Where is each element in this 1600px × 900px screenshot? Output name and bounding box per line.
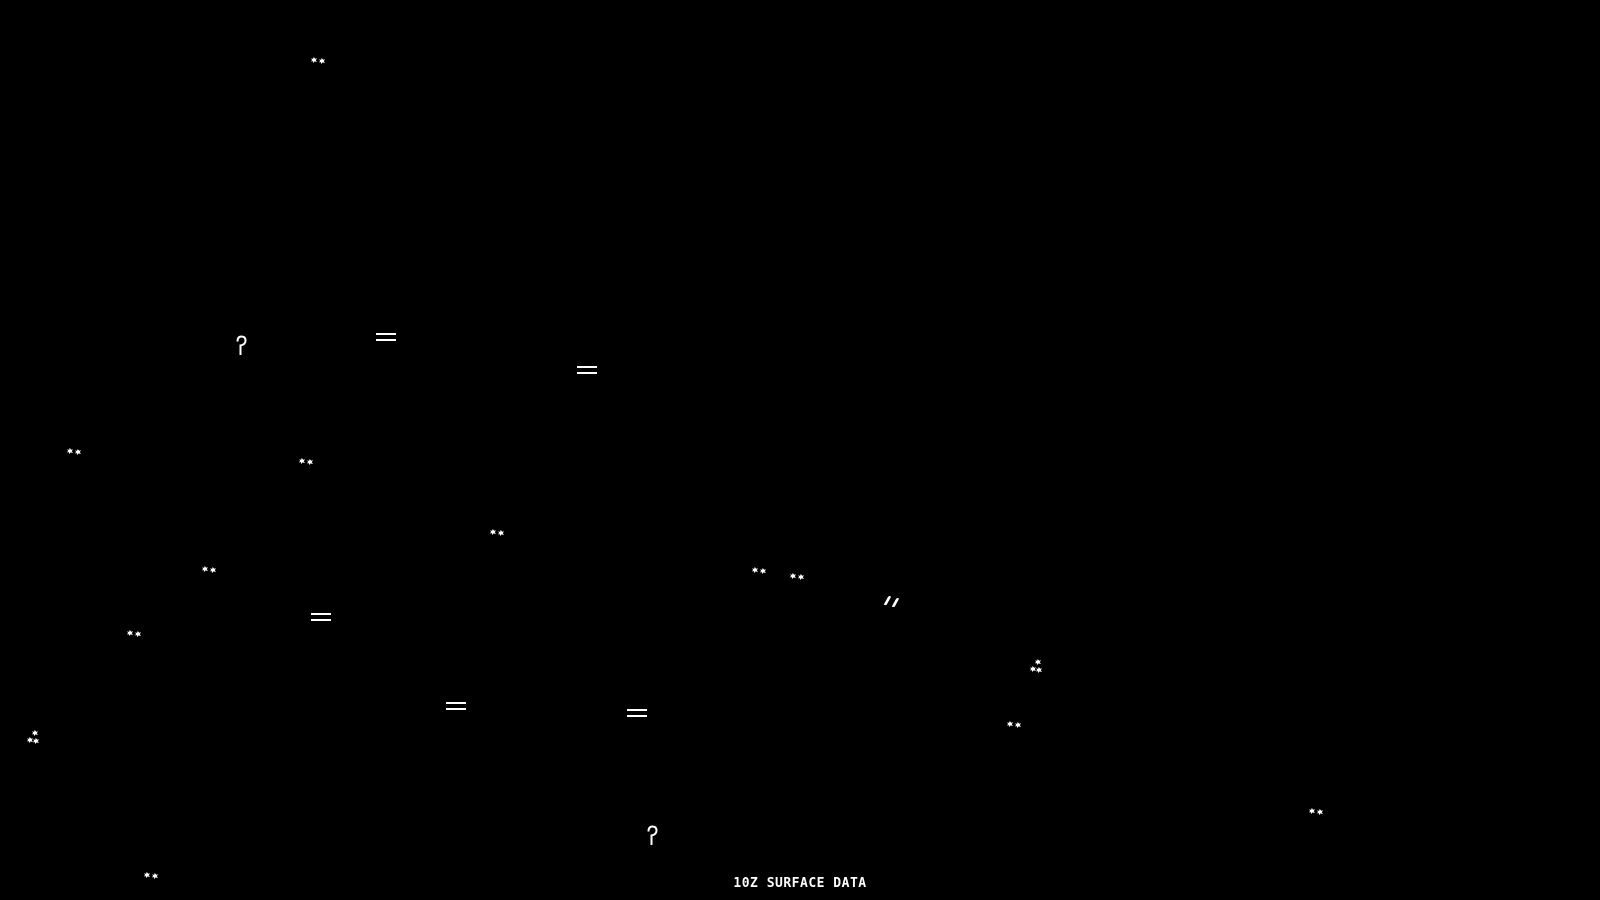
- mist-symbol: [627, 709, 647, 717]
- light-snow-symbol: [202, 566, 216, 574]
- asterisk-dot-icon: [152, 873, 158, 879]
- mist-lines-icon: [311, 613, 331, 621]
- asterisk-dot-icon: [1007, 721, 1013, 727]
- asterisk-dot-icon: [75, 449, 81, 455]
- asterisk-dot-icon: [27, 737, 33, 743]
- asterisk-dot-icon: [202, 566, 208, 572]
- light-snow-symbol: [299, 458, 313, 466]
- asterisk-dot-icon: [210, 567, 216, 573]
- light-snow-symbol: [67, 448, 81, 456]
- asterisk-dot-icon: [1015, 722, 1021, 728]
- asterisk-dot-icon: [67, 448, 73, 454]
- drizzle-comma-symbol: [646, 825, 659, 851]
- light-snow-symbol: [1309, 808, 1323, 816]
- asterisk-dot-icon: [127, 630, 133, 636]
- drizzle-comma-symbol: [235, 335, 248, 361]
- light-snow-symbol: [127, 630, 141, 638]
- asterisk-dot-icon: [498, 530, 504, 536]
- light-snow-symbol: [752, 567, 766, 575]
- asterisk-dot-icon: [33, 738, 39, 744]
- comma-mark-icon: [892, 598, 900, 607]
- asterisk-dot-icon: [790, 573, 796, 579]
- asterisk-dot-icon: [311, 57, 317, 63]
- comma-hook-icon: [646, 825, 659, 847]
- asterisk-dot-icon: [144, 872, 150, 878]
- asterisk-dot-icon: [798, 574, 804, 580]
- asterisk-dot-icon: [299, 458, 305, 464]
- comma-hook-icon: [235, 335, 248, 357]
- asterisk-dot-icon: [135, 631, 141, 637]
- mist-symbol: [311, 613, 331, 621]
- mist-symbol: [446, 702, 466, 710]
- asterisk-dot-icon: [1035, 659, 1041, 665]
- moderate-snow-symbol: [27, 730, 39, 744]
- moderate-snow-symbol: [1030, 659, 1042, 673]
- comma-mark-icon: [884, 596, 892, 605]
- mist-lines-icon: [627, 709, 647, 717]
- mist-lines-icon: [376, 333, 396, 341]
- asterisk-dot-icon: [307, 459, 313, 465]
- light-snow-symbol: [1007, 721, 1021, 729]
- light-snow-symbol: [490, 529, 504, 537]
- light-snow-symbol: [144, 872, 158, 880]
- asterisk-dot-icon: [490, 529, 496, 535]
- mist-lines-icon: [446, 702, 466, 710]
- mist-lines-icon: [577, 366, 597, 374]
- plot-title: 10Z SURFACE DATA: [733, 876, 867, 891]
- mist-symbol: [376, 333, 396, 341]
- asterisk-dot-icon: [752, 567, 758, 573]
- asterisk-dot-icon: [32, 730, 38, 736]
- asterisk-dot-icon: [1036, 667, 1042, 673]
- asterisk-dot-icon: [760, 568, 766, 574]
- asterisk-dot-icon: [1317, 809, 1323, 815]
- mist-symbol: [577, 366, 597, 374]
- light-drizzle-symbol: [886, 596, 900, 608]
- asterisk-dot-icon: [1030, 666, 1036, 672]
- light-snow-symbol: [311, 57, 325, 65]
- light-snow-symbol: [790, 573, 804, 581]
- asterisk-dot-icon: [1309, 808, 1315, 814]
- asterisk-dot-icon: [319, 58, 325, 64]
